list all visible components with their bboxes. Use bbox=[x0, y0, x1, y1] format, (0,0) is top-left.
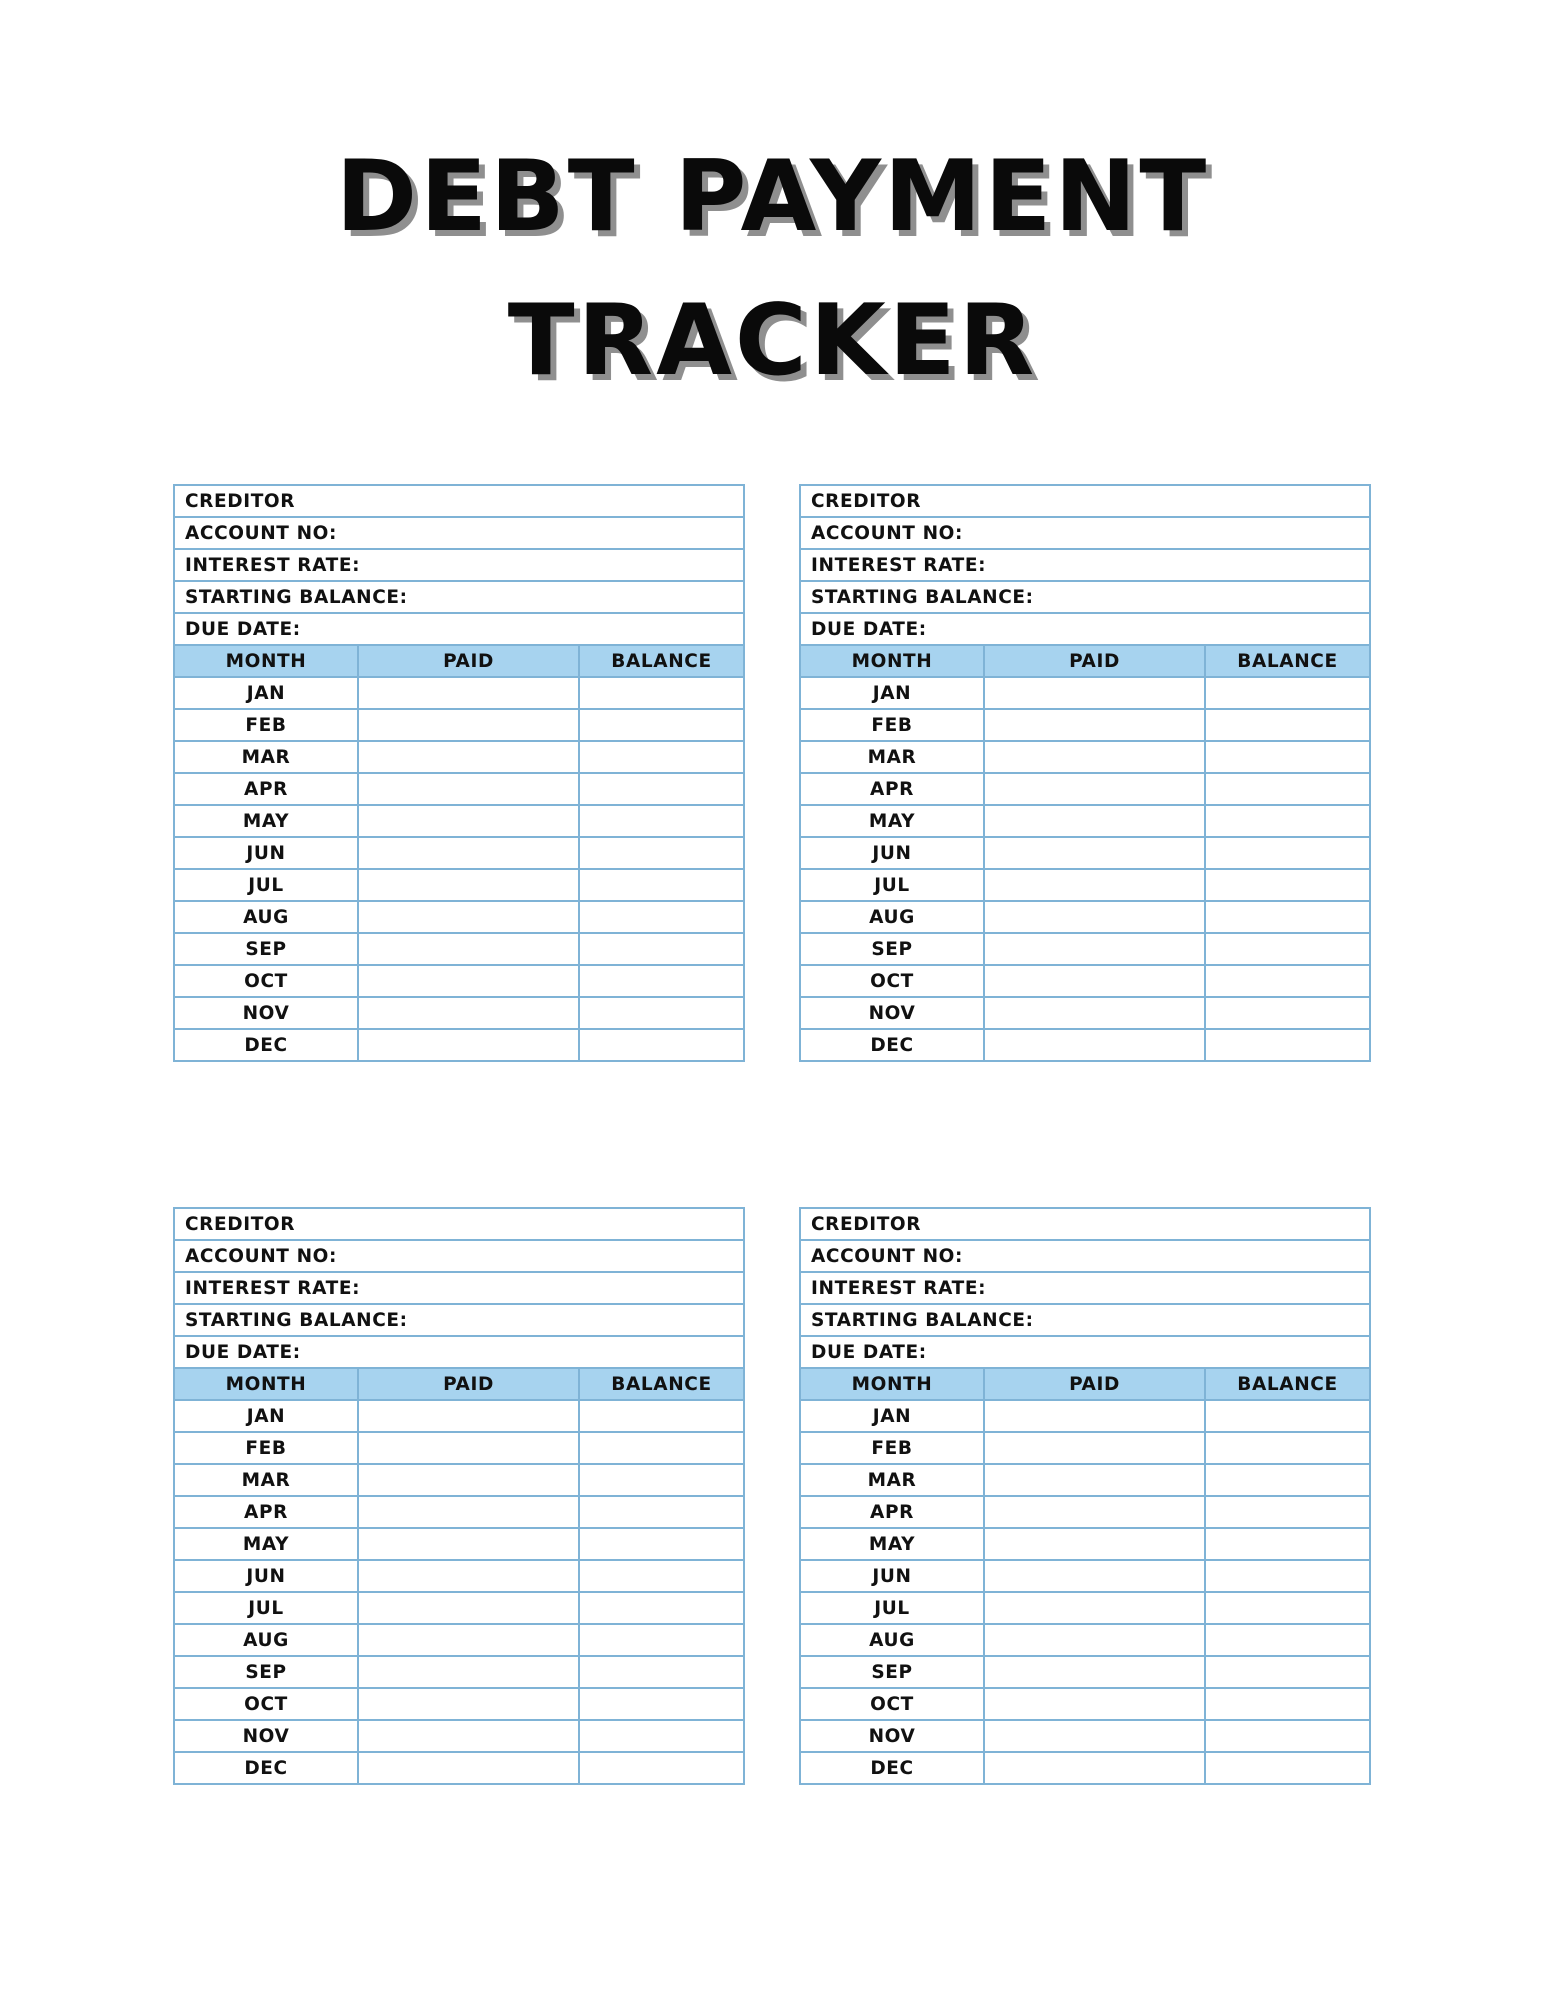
balance-cell[interactable] bbox=[579, 965, 744, 997]
paid-cell[interactable] bbox=[984, 1720, 1205, 1752]
col-header-paid: PAID bbox=[984, 645, 1205, 677]
col-header-month: MONTH bbox=[800, 645, 984, 677]
balance-cell[interactable] bbox=[579, 869, 744, 901]
info-label-starting: STARTING BALANCE: bbox=[811, 586, 1034, 608]
info-label-interest: INTEREST RATE: bbox=[185, 1277, 361, 1299]
info-label-account: ACCOUNT NO: bbox=[811, 1245, 963, 1267]
info-field-creditor[interactable] bbox=[800, 485, 1370, 517]
balance-cell[interactable] bbox=[1205, 1464, 1370, 1496]
column-header-row bbox=[174, 645, 744, 677]
paid-cell[interactable] bbox=[358, 1624, 579, 1656]
balance-cell[interactable] bbox=[1205, 1432, 1370, 1464]
balance-cell[interactable] bbox=[1205, 1656, 1370, 1688]
month-cell: NOV bbox=[174, 997, 358, 1029]
col-header-month: MONTH bbox=[174, 645, 358, 677]
table-row bbox=[174, 1656, 744, 1688]
info-field-creditor[interactable] bbox=[174, 485, 744, 517]
info-label-creditor: CREDITOR bbox=[185, 490, 296, 512]
info-row-interest bbox=[800, 549, 1370, 581]
info-field-starting[interactable] bbox=[174, 581, 744, 613]
info-row-due bbox=[800, 613, 1370, 645]
month-cell: MAR bbox=[800, 1464, 984, 1496]
month-cell: DEC bbox=[174, 1029, 358, 1061]
month-cell: SEP bbox=[174, 1656, 358, 1688]
paid-cell[interactable] bbox=[984, 997, 1205, 1029]
info-row-due bbox=[800, 1336, 1370, 1368]
month-cell: NOV bbox=[174, 1720, 358, 1752]
info-field-account[interactable] bbox=[800, 517, 1370, 549]
balance-cell[interactable] bbox=[579, 1624, 744, 1656]
month-cell: MAY bbox=[174, 1528, 358, 1560]
balance-cell[interactable] bbox=[1205, 869, 1370, 901]
paid-cell[interactable] bbox=[358, 869, 579, 901]
info-row-starting bbox=[800, 581, 1370, 613]
table-row bbox=[174, 1720, 744, 1752]
table-row bbox=[174, 1624, 744, 1656]
month-cell: FEB bbox=[174, 709, 358, 741]
col-header-balance: BALANCE bbox=[1205, 1368, 1370, 1400]
table-row bbox=[800, 1496, 1370, 1528]
paid-cell[interactable] bbox=[358, 1528, 579, 1560]
paid-cell[interactable] bbox=[358, 1029, 579, 1061]
paid-cell[interactable] bbox=[984, 1496, 1205, 1528]
balance-cell[interactable] bbox=[1205, 1528, 1370, 1560]
balance-cell[interactable] bbox=[579, 1432, 744, 1464]
paid-cell[interactable] bbox=[358, 1720, 579, 1752]
month-cell: SEP bbox=[174, 933, 358, 965]
month-cell: OCT bbox=[800, 1688, 984, 1720]
info-row-creditor bbox=[800, 485, 1370, 517]
balance-cell[interactable] bbox=[579, 1752, 744, 1784]
paid-cell[interactable] bbox=[358, 1688, 579, 1720]
paid-cell[interactable] bbox=[984, 1029, 1205, 1061]
month-cell: FEB bbox=[800, 1432, 984, 1464]
table-row bbox=[800, 933, 1370, 965]
month-cell: APR bbox=[174, 1496, 358, 1528]
info-label-due: DUE DATE: bbox=[185, 618, 301, 640]
table-row bbox=[174, 677, 744, 709]
month-cell: NOV bbox=[800, 1720, 984, 1752]
info-row-starting bbox=[174, 581, 744, 613]
balance-cell[interactable] bbox=[579, 901, 744, 933]
info-label-interest: INTEREST RATE: bbox=[811, 554, 987, 576]
balance-cell[interactable] bbox=[1205, 965, 1370, 997]
info-row-interest bbox=[800, 1272, 1370, 1304]
table-row bbox=[174, 805, 744, 837]
balance-cell[interactable] bbox=[1205, 773, 1370, 805]
month-cell: MAY bbox=[174, 805, 358, 837]
info-field-due[interactable] bbox=[174, 1336, 744, 1368]
info-label-creditor: CREDITOR bbox=[811, 490, 922, 512]
balance-cell[interactable] bbox=[1205, 1752, 1370, 1784]
table-row bbox=[174, 933, 744, 965]
col-header-month: MONTH bbox=[174, 1368, 358, 1400]
table-row bbox=[174, 1688, 744, 1720]
paid-cell[interactable] bbox=[358, 1752, 579, 1784]
info-field-starting[interactable] bbox=[800, 581, 1370, 613]
info-row-due bbox=[174, 613, 744, 645]
balance-cell[interactable] bbox=[579, 1560, 744, 1592]
balance-cell[interactable] bbox=[579, 1400, 744, 1432]
table-row bbox=[174, 1029, 744, 1061]
month-cell: MAY bbox=[800, 1528, 984, 1560]
info-label-creditor: CREDITOR bbox=[185, 1213, 296, 1235]
balance-cell[interactable] bbox=[1205, 1688, 1370, 1720]
info-row-starting bbox=[174, 1304, 744, 1336]
info-field-creditor[interactable] bbox=[174, 1208, 744, 1240]
table-row bbox=[800, 677, 1370, 709]
table-row bbox=[800, 709, 1370, 741]
info-field-interest[interactable] bbox=[174, 549, 744, 581]
month-cell: AUG bbox=[800, 1624, 984, 1656]
info-row-account bbox=[174, 1240, 744, 1272]
paid-cell[interactable] bbox=[358, 1496, 579, 1528]
paid-cell[interactable] bbox=[358, 1464, 579, 1496]
month-cell: SEP bbox=[800, 1656, 984, 1688]
month-cell: FEB bbox=[800, 709, 984, 741]
balance-cell[interactable] bbox=[1205, 1720, 1370, 1752]
table-row bbox=[174, 709, 744, 741]
month-cell: DEC bbox=[174, 1752, 358, 1784]
paid-cell[interactable] bbox=[984, 837, 1205, 869]
col-header-balance: BALANCE bbox=[579, 1368, 744, 1400]
month-cell: AUG bbox=[174, 901, 358, 933]
balance-cell[interactable] bbox=[579, 1688, 744, 1720]
month-cell: JUN bbox=[800, 837, 984, 869]
month-cell: OCT bbox=[174, 1688, 358, 1720]
balance-cell[interactable] bbox=[1205, 901, 1370, 933]
balance-cell[interactable] bbox=[1205, 709, 1370, 741]
paid-cell[interactable] bbox=[984, 1688, 1205, 1720]
table-row bbox=[174, 1496, 744, 1528]
table-row bbox=[174, 1592, 744, 1624]
balance-cell[interactable] bbox=[579, 1496, 744, 1528]
info-field-due[interactable] bbox=[174, 613, 744, 645]
info-label-starting: STARTING BALANCE: bbox=[811, 1309, 1034, 1331]
month-cell: JAN bbox=[174, 677, 358, 709]
info-row-account bbox=[800, 517, 1370, 549]
debt-tracker-4 bbox=[799, 1207, 1369, 1785]
table-row bbox=[800, 1029, 1370, 1061]
paid-cell[interactable] bbox=[358, 709, 579, 741]
month-cell: MAY bbox=[800, 805, 984, 837]
month-cell: DEC bbox=[800, 1029, 984, 1061]
balance-cell[interactable] bbox=[1205, 837, 1370, 869]
table-row bbox=[174, 1432, 744, 1464]
table-row bbox=[174, 837, 744, 869]
month-cell: OCT bbox=[174, 965, 358, 997]
table-row bbox=[800, 1624, 1370, 1656]
balance-cell[interactable] bbox=[1205, 1029, 1370, 1061]
info-label-interest: INTEREST RATE: bbox=[185, 554, 361, 576]
info-row-creditor bbox=[800, 1208, 1370, 1240]
paid-cell[interactable] bbox=[984, 805, 1205, 837]
balance-cell[interactable] bbox=[1205, 805, 1370, 837]
balance-cell[interactable] bbox=[1205, 741, 1370, 773]
debt-tracker-3 bbox=[173, 1207, 743, 1785]
info-field-creditor[interactable] bbox=[800, 1208, 1370, 1240]
info-label-due: DUE DATE: bbox=[185, 1341, 301, 1363]
table-row bbox=[800, 1656, 1370, 1688]
info-field-account[interactable] bbox=[174, 1240, 744, 1272]
month-cell: JUL bbox=[800, 869, 984, 901]
info-field-starting[interactable] bbox=[800, 1304, 1370, 1336]
month-cell: APR bbox=[800, 1496, 984, 1528]
info-field-due[interactable] bbox=[800, 1336, 1370, 1368]
column-header-row bbox=[800, 645, 1370, 677]
month-cell: AUG bbox=[800, 901, 984, 933]
info-label-account: ACCOUNT NO: bbox=[185, 522, 337, 544]
table-row bbox=[174, 1560, 744, 1592]
month-cell: JAN bbox=[800, 677, 984, 709]
paid-cell[interactable] bbox=[358, 677, 579, 709]
table-row bbox=[800, 997, 1370, 1029]
info-label-account: ACCOUNT NO: bbox=[185, 1245, 337, 1267]
month-cell: DEC bbox=[800, 1752, 984, 1784]
paid-cell[interactable] bbox=[358, 1656, 579, 1688]
month-cell: SEP bbox=[800, 933, 984, 965]
paid-cell[interactable] bbox=[984, 741, 1205, 773]
month-cell: JAN bbox=[800, 1400, 984, 1432]
balance-cell[interactable] bbox=[579, 1464, 744, 1496]
balance-cell[interactable] bbox=[1205, 933, 1370, 965]
info-field-due[interactable] bbox=[800, 613, 1370, 645]
paid-cell[interactable] bbox=[358, 773, 579, 805]
table-row bbox=[800, 805, 1370, 837]
month-cell: MAR bbox=[174, 1464, 358, 1496]
column-header-row bbox=[800, 1368, 1370, 1400]
info-row-creditor bbox=[174, 1208, 744, 1240]
info-row-creditor bbox=[174, 485, 744, 517]
paid-cell[interactable] bbox=[358, 741, 579, 773]
info-row-due bbox=[174, 1336, 744, 1368]
table-row bbox=[174, 741, 744, 773]
paid-cell[interactable] bbox=[358, 1432, 579, 1464]
table-row bbox=[800, 869, 1370, 901]
paid-cell[interactable] bbox=[984, 773, 1205, 805]
balance-cell[interactable] bbox=[579, 1720, 744, 1752]
info-field-interest[interactable] bbox=[174, 1272, 744, 1304]
table-row bbox=[800, 741, 1370, 773]
table-row bbox=[174, 773, 744, 805]
month-cell: NOV bbox=[800, 997, 984, 1029]
balance-cell[interactable] bbox=[579, 837, 744, 869]
table-row bbox=[800, 901, 1370, 933]
info-row-account bbox=[174, 517, 744, 549]
info-label-creditor: CREDITOR bbox=[811, 1213, 922, 1235]
month-cell: MAR bbox=[174, 741, 358, 773]
table-row bbox=[174, 1528, 744, 1560]
table-row bbox=[800, 1592, 1370, 1624]
paid-cell[interactable] bbox=[984, 1400, 1205, 1432]
paid-cell[interactable] bbox=[358, 965, 579, 997]
month-cell: JUL bbox=[174, 869, 358, 901]
info-field-account[interactable] bbox=[174, 517, 744, 549]
table-row bbox=[800, 965, 1370, 997]
info-label-starting: STARTING BALANCE: bbox=[185, 586, 408, 608]
table-row bbox=[800, 1528, 1370, 1560]
paid-cell[interactable] bbox=[984, 901, 1205, 933]
table-row bbox=[174, 1400, 744, 1432]
month-cell: MAR bbox=[800, 741, 984, 773]
col-header-month: MONTH bbox=[800, 1368, 984, 1400]
col-header-paid: PAID bbox=[358, 1368, 579, 1400]
balance-cell[interactable] bbox=[1205, 997, 1370, 1029]
balance-cell[interactable] bbox=[1205, 1400, 1370, 1432]
paid-cell[interactable] bbox=[984, 933, 1205, 965]
paid-cell[interactable] bbox=[358, 1592, 579, 1624]
month-cell: JUL bbox=[800, 1592, 984, 1624]
paid-cell[interactable] bbox=[358, 1560, 579, 1592]
paid-cell[interactable] bbox=[984, 677, 1205, 709]
table-row bbox=[800, 1400, 1370, 1432]
month-cell: APR bbox=[174, 773, 358, 805]
page-title-line-1: DEBT PAYMENT bbox=[335, 140, 1210, 254]
paid-cell[interactable] bbox=[984, 1560, 1205, 1592]
table-row bbox=[800, 1560, 1370, 1592]
debt-tracker-2 bbox=[799, 484, 1369, 1062]
balance-cell[interactable] bbox=[579, 1528, 744, 1560]
paid-cell[interactable] bbox=[984, 1592, 1205, 1624]
table-row bbox=[800, 837, 1370, 869]
table-row bbox=[174, 997, 744, 1029]
debt-table bbox=[173, 484, 745, 1062]
month-cell: OCT bbox=[800, 965, 984, 997]
debt-tracker-1 bbox=[173, 484, 743, 1062]
info-field-interest[interactable] bbox=[800, 1272, 1370, 1304]
paid-cell[interactable] bbox=[984, 1656, 1205, 1688]
table-row bbox=[800, 1432, 1370, 1464]
info-label-interest: INTEREST RATE: bbox=[811, 1277, 987, 1299]
paid-cell[interactable] bbox=[984, 1624, 1205, 1656]
paid-cell[interactable] bbox=[984, 869, 1205, 901]
month-cell: JUN bbox=[174, 837, 358, 869]
table-row bbox=[174, 1464, 744, 1496]
month-cell: JUN bbox=[174, 1560, 358, 1592]
month-cell: JUN bbox=[800, 1560, 984, 1592]
paid-cell[interactable] bbox=[358, 1400, 579, 1432]
info-row-interest bbox=[174, 1272, 744, 1304]
balance-cell[interactable] bbox=[1205, 1496, 1370, 1528]
col-header-paid: PAID bbox=[358, 645, 579, 677]
balance-cell[interactable] bbox=[579, 997, 744, 1029]
info-label-account: ACCOUNT NO: bbox=[811, 522, 963, 544]
paid-cell[interactable] bbox=[984, 1464, 1205, 1496]
balance-cell[interactable] bbox=[1205, 1560, 1370, 1592]
info-row-interest bbox=[174, 549, 744, 581]
table-row bbox=[174, 965, 744, 997]
balance-cell[interactable] bbox=[579, 1592, 744, 1624]
table-row bbox=[800, 1688, 1370, 1720]
info-label-due: DUE DATE: bbox=[811, 618, 927, 640]
paid-cell[interactable] bbox=[984, 1752, 1205, 1784]
month-cell: JAN bbox=[174, 1400, 358, 1432]
month-cell: APR bbox=[800, 773, 984, 805]
col-header-paid: PAID bbox=[984, 1368, 1205, 1400]
col-header-balance: BALANCE bbox=[579, 645, 744, 677]
paid-cell[interactable] bbox=[984, 1528, 1205, 1560]
paid-cell[interactable] bbox=[358, 997, 579, 1029]
table-row bbox=[800, 1752, 1370, 1784]
info-field-interest[interactable] bbox=[800, 549, 1370, 581]
page-title-line-2: TRACKER bbox=[507, 284, 1038, 398]
balance-cell[interactable] bbox=[579, 933, 744, 965]
debt-table bbox=[173, 1207, 745, 1785]
balance-cell[interactable] bbox=[579, 709, 744, 741]
balance-cell[interactable] bbox=[579, 741, 744, 773]
info-field-starting[interactable] bbox=[174, 1304, 744, 1336]
paid-cell[interactable] bbox=[984, 1432, 1205, 1464]
paid-cell[interactable] bbox=[358, 837, 579, 869]
column-header-row bbox=[174, 1368, 744, 1400]
balance-cell[interactable] bbox=[579, 773, 744, 805]
balance-cell[interactable] bbox=[1205, 1624, 1370, 1656]
info-row-account bbox=[800, 1240, 1370, 1272]
table-row bbox=[800, 1720, 1370, 1752]
balance-cell[interactable] bbox=[579, 1029, 744, 1061]
info-label-due: DUE DATE: bbox=[811, 1341, 927, 1363]
table-row bbox=[174, 901, 744, 933]
balance-cell[interactable] bbox=[1205, 677, 1370, 709]
balance-cell[interactable] bbox=[579, 1656, 744, 1688]
info-field-account[interactable] bbox=[800, 1240, 1370, 1272]
balance-cell[interactable] bbox=[579, 805, 744, 837]
paid-cell[interactable] bbox=[358, 901, 579, 933]
debt-table bbox=[799, 1207, 1371, 1785]
balance-cell[interactable] bbox=[579, 677, 744, 709]
paid-cell[interactable] bbox=[358, 805, 579, 837]
paid-cell[interactable] bbox=[984, 709, 1205, 741]
table-row bbox=[800, 1464, 1370, 1496]
month-cell: JUL bbox=[174, 1592, 358, 1624]
paid-cell[interactable] bbox=[358, 933, 579, 965]
table-row bbox=[174, 869, 744, 901]
table-row bbox=[174, 1752, 744, 1784]
info-label-starting: STARTING BALANCE: bbox=[185, 1309, 408, 1331]
paid-cell[interactable] bbox=[984, 965, 1205, 997]
table-row bbox=[800, 773, 1370, 805]
month-cell: AUG bbox=[174, 1624, 358, 1656]
info-row-starting bbox=[800, 1304, 1370, 1336]
month-cell: FEB bbox=[174, 1432, 358, 1464]
debt-table bbox=[799, 484, 1371, 1062]
balance-cell[interactable] bbox=[1205, 1592, 1370, 1624]
col-header-balance: BALANCE bbox=[1205, 645, 1370, 677]
